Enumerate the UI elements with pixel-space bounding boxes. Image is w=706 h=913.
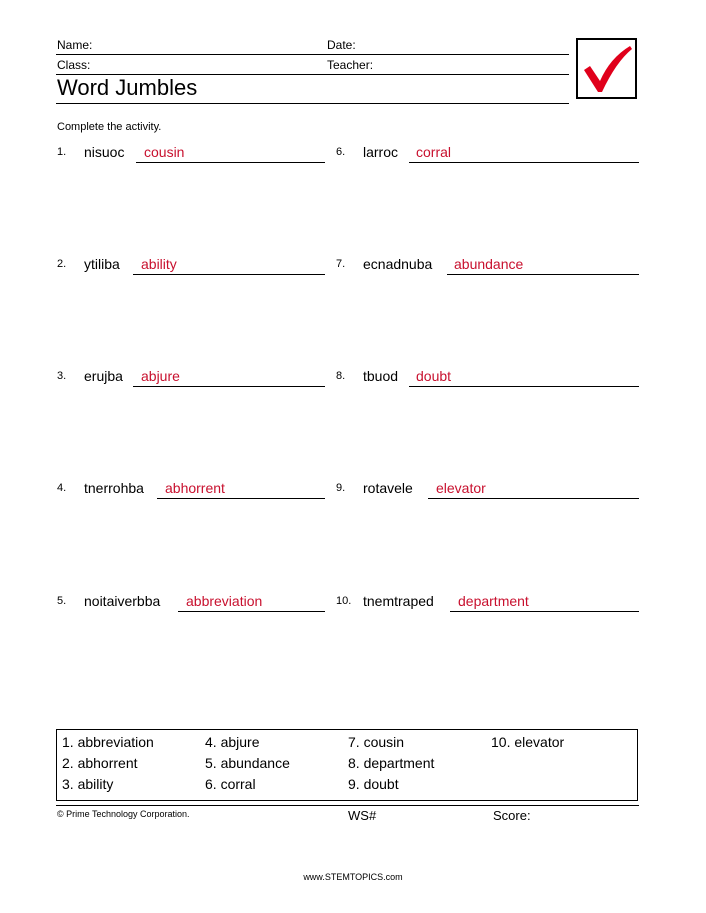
word-bank-item: 5. abundance (205, 755, 290, 771)
jumble-word: ecnadnuba (363, 256, 433, 272)
word-bank-item: 7. cousin (348, 734, 405, 750)
question-number: 7. (336, 258, 346, 270)
question-number: 9. (336, 482, 346, 494)
answer-line (157, 498, 325, 499)
answer-text[interactable]: abjure (141, 368, 180, 384)
answer-line (447, 274, 639, 275)
word-bank-item: 6. corral (205, 776, 256, 792)
question-number: 1. (57, 146, 67, 158)
name-label: Name: (57, 38, 93, 52)
footer-line (56, 805, 639, 806)
answer-text[interactable]: department (458, 593, 529, 609)
answer-text[interactable]: doubt (416, 368, 452, 384)
answer-line (450, 611, 639, 612)
jumble-word: tnemtraped (363, 593, 434, 609)
copyright: © Prime Technology Corporation. (57, 809, 190, 819)
answer-text[interactable]: ability (141, 256, 177, 272)
answer-text[interactable]: cousin (144, 144, 185, 160)
word-bank-item: 9. doubt (348, 776, 399, 792)
word-bank-item: 4. abjure (205, 734, 260, 750)
answer-line (133, 386, 325, 387)
question-number: 5. (57, 595, 67, 607)
question-number: 3. (57, 370, 67, 382)
word-bank-item: 3. ability (62, 776, 114, 792)
answer-text[interactable]: abundance (454, 256, 524, 272)
question-number: 4. (57, 482, 67, 494)
answer-line (428, 498, 639, 499)
word-bank-item: 10. elevator (491, 734, 565, 750)
page-title: Word Jumbles (57, 75, 198, 100)
class-label: Class: (57, 58, 91, 72)
teacher-label: Teacher: (327, 58, 374, 72)
answer-line (409, 386, 639, 387)
answer-line (133, 274, 325, 275)
title-underline (56, 103, 569, 104)
answer-line (178, 611, 325, 612)
answer-text[interactable]: abbreviation (186, 593, 263, 609)
answer-text[interactable]: elevator (436, 480, 486, 496)
word-bank-item: 2. abhorrent (62, 755, 138, 771)
answer-line (409, 162, 639, 163)
name-date-line (56, 54, 569, 55)
word-bank-item: 8. department (348, 755, 435, 771)
question-number: 10. (336, 595, 352, 607)
website[interactable]: www.STEMTOPICS.com (303, 872, 403, 882)
question-number: 8. (336, 370, 346, 382)
jumble-word: tbuod (363, 368, 399, 384)
checkmark-icon (578, 40, 635, 97)
jumble-word: noitaiverbba (84, 593, 161, 609)
word-bank (56, 729, 638, 801)
question-number: 6. (336, 146, 346, 158)
answer-text[interactable]: corral (416, 144, 452, 160)
jumble-word: nisuoc (84, 144, 125, 160)
word-bank-item: 1. abbreviation (62, 734, 154, 750)
jumble-word: larroc (363, 144, 399, 160)
jumble-word: tnerrohba (84, 480, 144, 496)
date-label: Date: (327, 38, 356, 52)
ws-label: WS# (348, 808, 377, 823)
jumble-word: erujba (84, 368, 123, 384)
jumble-word: ytiliba (84, 256, 120, 272)
score-label: Score: (493, 808, 531, 823)
answer-text[interactable]: abhorrent (165, 480, 225, 496)
question-number: 2. (57, 258, 67, 270)
answer-line (136, 162, 325, 163)
checkmark-box (576, 38, 637, 99)
instructions: Complete the activity. (57, 121, 162, 133)
jumble-word: rotavele (363, 480, 413, 496)
